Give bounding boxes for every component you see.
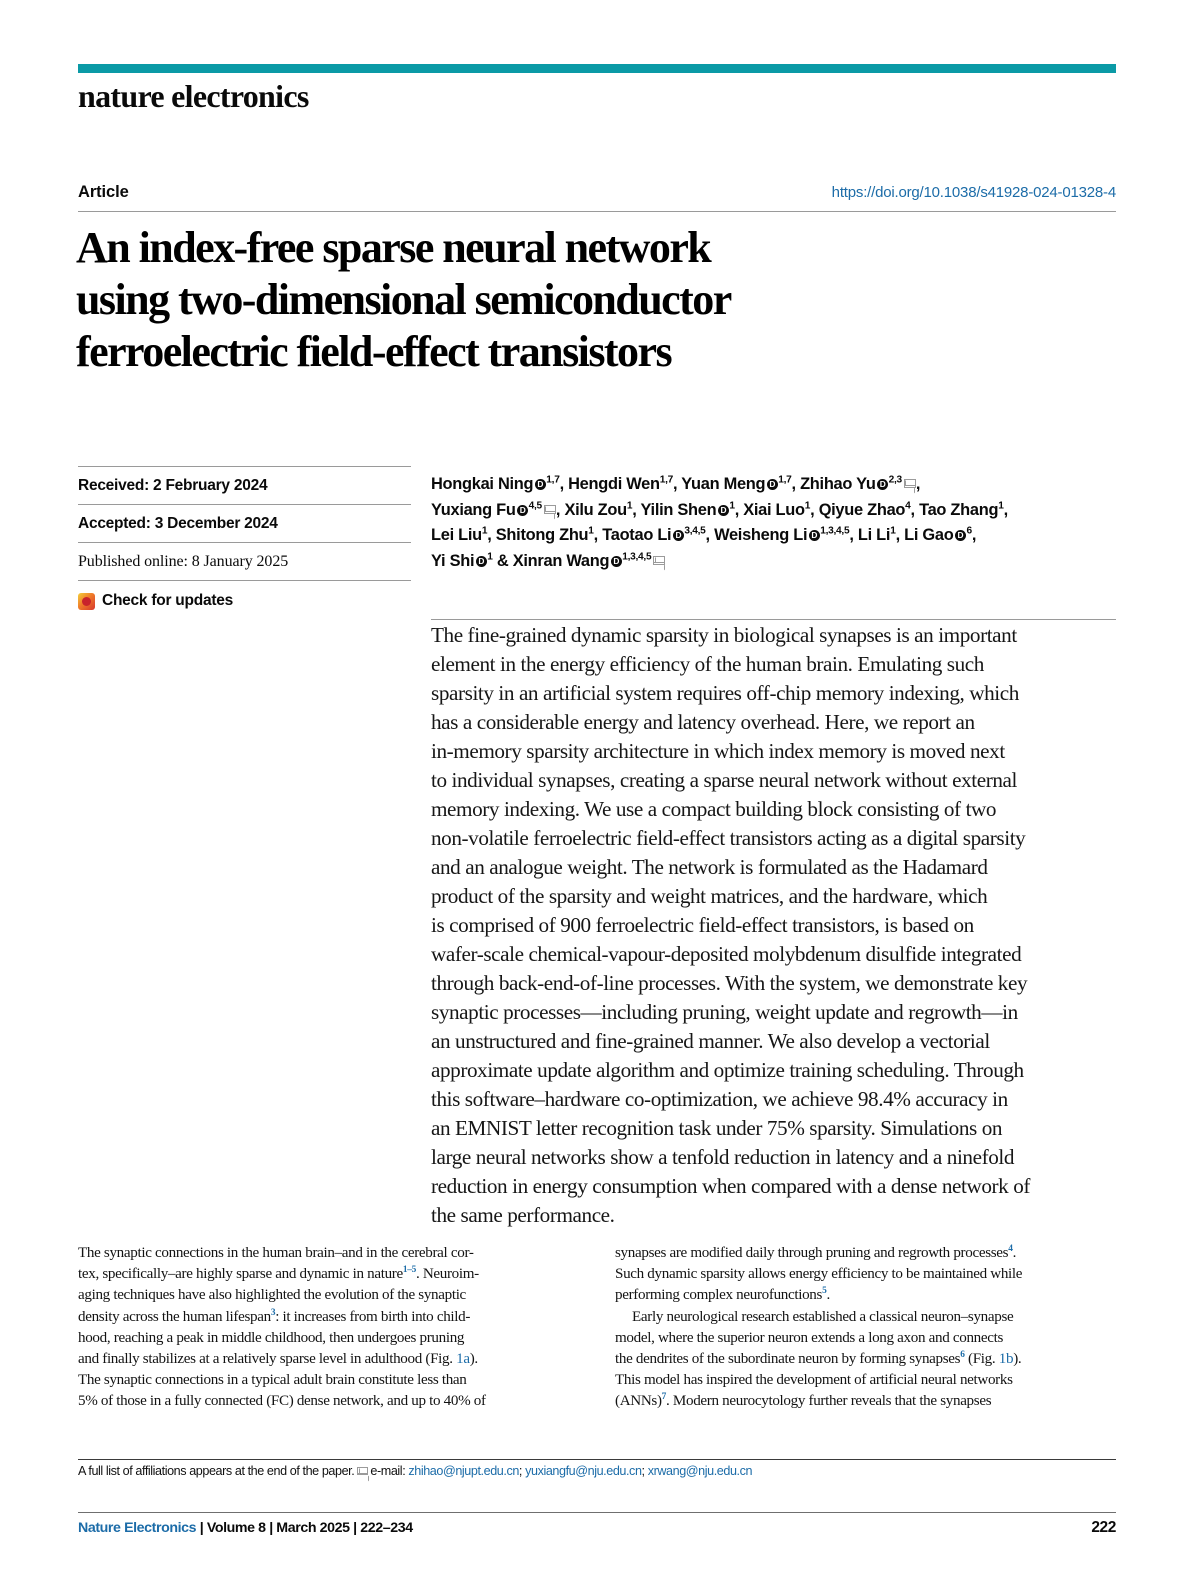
affil-sup: 1 <box>998 500 1004 512</box>
author-taotao-li: , Taotao Li <box>593 526 672 544</box>
abstract-line: wafer-scale chemical-vapour-deposited molybdenum disulfide integrated <box>431 942 1022 966</box>
author-lei-liu: Lei Liu <box>431 526 482 544</box>
title-line-2: using two-dimensional semiconductor <box>76 275 731 324</box>
body-line: . <box>1012 1245 1017 1261</box>
affil-sup: 1 <box>481 525 488 537</box>
email-link-2[interactable]: yuxiangfu@nju.edu.cn <box>525 1464 642 1478</box>
abstract-line: large neural networks show a tenfold reduction in latency and a ninefold <box>431 1145 1015 1169</box>
author-li-gao: , Li Gao <box>895 526 954 544</box>
author-zhihao-yu: , Zhihao Yu <box>791 475 876 493</box>
header-divider <box>78 211 1116 212</box>
author-sep: , <box>915 475 921 493</box>
orcid-icon[interactable] <box>535 479 546 490</box>
body-line: performing complex neurofunctions <box>615 1287 823 1304</box>
body-line: (Fig. <box>964 1351 999 1368</box>
author-yilin-shen: , Yilin Shen <box>632 500 717 519</box>
abstract-line: this software–hardware co-optimization, we achieve 98.4% accuracy in <box>431 1087 1008 1111</box>
orcid-icon[interactable] <box>767 479 778 490</box>
footer-divider-bottom <box>78 1512 1116 1513</box>
body-line: . Neuroim- <box>415 1266 479 1283</box>
email-label: e-mail: <box>370 1464 406 1478</box>
body-line: (ANNs) <box>615 1393 662 1410</box>
affil-sup: 1,3,4,5 <box>622 551 652 563</box>
email-link-1[interactable]: zhihao@njupt.edu.cn <box>408 1464 519 1478</box>
abstract-line: memory indexing. We use a compact building block consisting of two <box>431 797 997 821</box>
affil-sup: 2,3 <box>888 474 902 486</box>
body-line: synapses are modified daily through pruning and regrowth processes <box>615 1245 1009 1261</box>
title-line-1: An index-free sparse neural network <box>76 223 711 272</box>
body-line: ). <box>1013 1351 1022 1368</box>
author-yi-shi: Yi Shi <box>431 551 475 570</box>
author-li-li: , Li Li <box>849 526 891 544</box>
affil-sup: 1 <box>804 500 811 512</box>
body-line: Such dynamic sparsity allows energy efficiency to be maintained while <box>615 1266 1023 1283</box>
body-text <box>78 1243 1116 1413</box>
doi-link[interactable]: https://doi.org/10.1038/s41928-024-01328-4 <box>831 184 1116 201</box>
abstract-divider <box>431 619 1116 620</box>
author-weisheng-li: , Weisheng Li <box>705 526 808 544</box>
abstract-line: The fine-grained dynamic sparsity in biological synapses is an important <box>431 623 1017 647</box>
affil-sup: 4 <box>905 500 911 512</box>
figure-link[interactable]: 1b <box>998 1351 1014 1368</box>
reference-marker[interactable]: 5 <box>822 1286 827 1297</box>
orcid-icon[interactable] <box>955 530 966 541</box>
body-line: ). <box>469 1351 478 1368</box>
corresponding-email-icon[interactable] <box>544 505 556 514</box>
affil-sup: 1 <box>890 525 896 537</box>
affil-sup: 6 <box>966 525 972 537</box>
affil-sup: 1,7 <box>659 474 673 486</box>
body-line: tex, specifically–are highly sparse and dynamic in nature <box>78 1266 403 1283</box>
body-line: 5% of those in a fully connected (FC) dense network, and up to 40% of <box>78 1393 486 1410</box>
abstract-line: an EMNIST letter recognition task under 75% sparsity. Simulations on <box>431 1116 1003 1140</box>
email-sep: ; <box>641 1464 645 1478</box>
title-line-3: ferroelectric field-effect transistors <box>76 327 672 376</box>
abstract-line: element in the energy efficiency of the human brain. Emulating such <box>431 652 984 676</box>
footer-citation: | Volume 8 | March 2025 | 222–234 <box>199 1520 413 1536</box>
body-line: . <box>826 1287 830 1304</box>
page-footer <box>78 1519 1116 1537</box>
body-line: . Modern neurocytology further reveals that the synapses <box>666 1393 992 1410</box>
author-yuan-meng: , Yuan Meng <box>673 475 766 493</box>
affil-sup: 1,7 <box>778 474 792 486</box>
abstract-line: approximate update algorithm and optimize training scheduling. Through <box>431 1058 1024 1082</box>
author-xilu-zou: , Xilu Zou <box>555 500 627 519</box>
affil-sup: 1,7 <box>546 474 560 486</box>
affil-sup: 1 <box>626 500 633 512</box>
author-sep: , <box>1003 500 1008 519</box>
check-for-updates-button[interactable] <box>78 581 411 610</box>
affiliation-footnote <box>78 1464 1116 1478</box>
email-icon <box>357 1467 368 1475</box>
orcid-icon[interactable] <box>673 530 684 541</box>
abstract-line: and an analogue weight. The network is formulated as the Hadamard <box>431 855 988 879</box>
abstract-line: through back-end-of-line processes. With the system, we demonstrate key <box>431 971 1028 995</box>
body-line: model, where the superior neuron extends a long axon and connects <box>615 1329 1004 1346</box>
corresponding-email-icon[interactable] <box>904 479 916 488</box>
crossmark-icon <box>78 593 95 610</box>
abstract-line: product of the sparsity and weight matrices, and the hardware, which <box>431 884 988 908</box>
author-list <box>431 472 1121 574</box>
abstract-line: the same performance. <box>431 1203 615 1227</box>
body-line: : it increases from birth into child- <box>275 1308 471 1325</box>
affiliation-note-text: A full list of affiliations appears at the end of the paper. <box>78 1464 355 1478</box>
abstract-line: synaptic processes—including pruning, weight update and regrowth—in <box>431 1000 1018 1024</box>
reference-marker[interactable]: 6 <box>960 1349 965 1360</box>
article-header-row <box>78 183 1116 202</box>
orcid-icon[interactable] <box>517 505 528 516</box>
check-for-updates-label: Check for updates <box>102 592 233 609</box>
orcid-icon[interactable] <box>809 530 820 541</box>
body-line: The synaptic connections in a typical adult brain constitute less than <box>78 1372 467 1389</box>
accepted-date: Accepted: 3 December 2024 <box>78 515 278 532</box>
author-xinran-wang: & Xinran Wang <box>492 551 610 570</box>
body-line: the dendrites of the subordinate neuron by forming synapses <box>615 1351 961 1368</box>
page-number: 222 <box>1091 1519 1116 1536</box>
orcid-icon[interactable] <box>718 505 729 516</box>
email-link-3[interactable]: xrwang@nju.edu.cn <box>647 1464 753 1478</box>
footer-divider-top <box>78 1459 1116 1460</box>
footer-journal-name[interactable]: Nature Electronics <box>78 1520 197 1536</box>
author-tao-zhang: , Tao Zhang <box>910 500 999 519</box>
body-line: hood, reaching a peak in middle childhood, then undergoes pruning <box>78 1329 465 1346</box>
page-title <box>76 222 1036 378</box>
reference-marker[interactable]: 1–5 <box>402 1265 416 1276</box>
affil-sup: 1,3,4,5 <box>820 525 850 537</box>
abstract-line: reduction in energy consumption when compared with a dense network of <box>431 1174 1031 1198</box>
received-date: Received: 2 February 2024 <box>78 477 268 494</box>
abstract-line: non-volatile ferroelectric field-effect transistors acting as a digital sparsity <box>431 826 1026 850</box>
abstract-line: sparsity in an artificial system requires off-chip memory indexing, which <box>431 681 1019 705</box>
author-xiai-luo: , Xiai Luo <box>734 500 805 519</box>
reference-marker[interactable]: 3 <box>270 1307 276 1318</box>
body-column-right <box>615 1243 1115 1413</box>
body-line: aging techniques have also highlighted the evolution of the synaptic <box>78 1287 466 1304</box>
abstract-line: has a considerable energy and latency overhead. Here, we report an <box>431 710 975 734</box>
publication-metadata <box>78 466 411 610</box>
reference-marker[interactable]: 4 <box>1008 1243 1013 1254</box>
affil-sup: 1 <box>487 551 493 563</box>
journal-masthead: nature electronics <box>78 78 309 114</box>
abstract-line: an unstructured and fine-grained manner. We also develop a vectorial <box>431 1029 990 1053</box>
article-type-label: Article <box>78 183 129 201</box>
author-yuxiang-fu: Yuxiang Fu <box>431 500 516 519</box>
author-qiyue-zhao: , Qiyue Zhao <box>810 500 906 519</box>
body-line: and finally stabilizes at a relatively sparse level in adulthood (Fig. <box>78 1351 457 1368</box>
abstract-line: to individual synapses, creating a sparse neural network without external <box>431 768 1017 792</box>
body-column-left <box>78 1243 578 1413</box>
author-hengdi-wen: , Hengdi Wen <box>559 475 660 493</box>
affil-sup: 1 <box>729 500 735 512</box>
reference-marker[interactable]: 7 <box>661 1392 667 1403</box>
masthead-accent-bar <box>78 64 1116 73</box>
orcid-icon[interactable] <box>611 556 622 567</box>
body-line: density across the human lifespan <box>78 1308 271 1325</box>
figure-link[interactable]: 1a <box>456 1351 470 1368</box>
abstract-line: is comprised of 900 ferroelectric field-effect transistors, is based on <box>431 913 974 937</box>
abstract-line: in-memory sparsity architecture in which index memory is moved next <box>431 739 1005 763</box>
abstract <box>431 621 1121 1230</box>
affil-sup: 3,4,5 <box>684 525 706 537</box>
affil-sup: 1 <box>588 525 594 537</box>
orcid-icon[interactable] <box>476 556 487 567</box>
published-date: Published online: 8 January 2025 <box>78 553 289 570</box>
author-hongkai-ning: Hongkai Ning <box>431 475 534 493</box>
email-sep: ; <box>518 1464 523 1478</box>
corresponding-email-icon[interactable] <box>653 556 665 565</box>
body-line: This model has inspired the development of artificial neural networks <box>615 1372 1013 1389</box>
author-shitong-zhu: , Shitong Zhu <box>487 526 589 544</box>
body-line: The synaptic connections in the human brain–and in the cerebral cor- <box>78 1245 474 1261</box>
author-sep: , <box>971 526 977 544</box>
affil-sup: 4,5 <box>528 500 542 512</box>
orcid-icon[interactable] <box>877 479 888 490</box>
body-line: Early neurological research established a classical neuron–synapse <box>632 1308 1014 1325</box>
